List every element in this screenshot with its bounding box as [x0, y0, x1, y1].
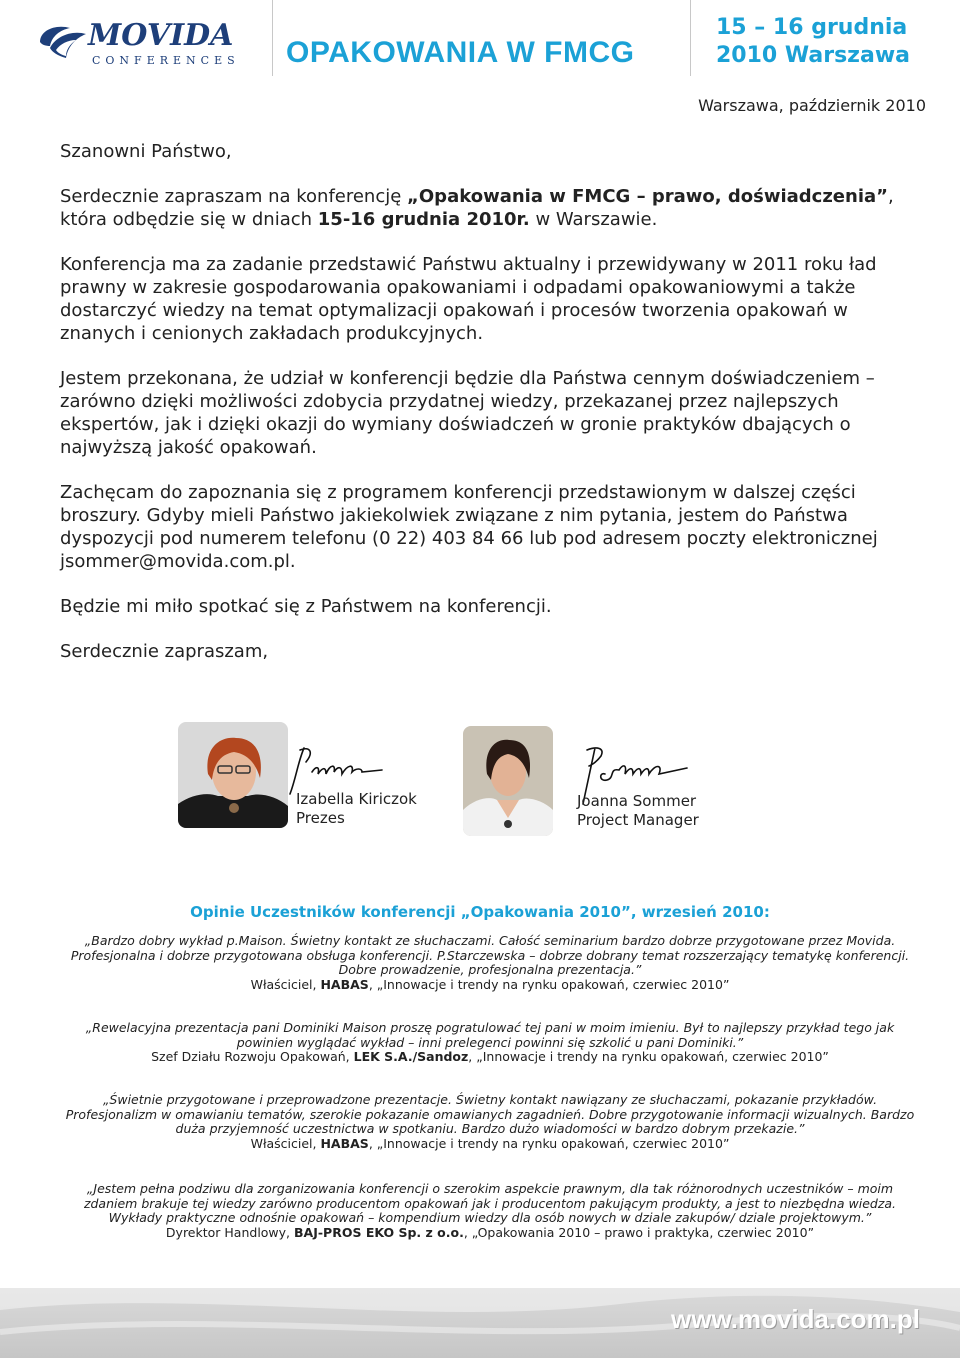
header: [0, 0, 960, 90]
text-span: , która odbędzie się w dniach: [60, 186, 894, 230]
conference-name: „Opakowania w FMCG – prawo, doświadczenia”: [407, 186, 888, 207]
conference-dates: 15-16 grudnia 2010r.: [317, 209, 530, 230]
signer-name: Izabella Kiriczok: [296, 790, 417, 808]
opinion-item: [60, 1021, 920, 1065]
signer-name: Joanna Sommer: [577, 792, 697, 810]
signature-block-manager: [463, 726, 763, 836]
letter-paragraph-contact: Zachęcam do zapoznania się z programem konferencji przedstawionym w dalszej części broszury. Gdyby mieli Państwo jakiekolwiek związane z nim pytania, jestem do Państwa dyspozycji pod numerem telefonu (0 22) 403 84 66 lub pod adresem poczty elektronicznej jsommer@movida.com.pl.: [60, 482, 878, 572]
letter-body: [60, 140, 920, 685]
text-span: Serdecznie zapraszam na konferencję: [60, 186, 408, 207]
signature-caption: [577, 792, 699, 830]
movida-logo: [36, 18, 240, 70]
photo-joanna-sommer: [463, 726, 553, 836]
author-role: Właściciel,: [250, 976, 321, 992]
conference-title: OPAKOWANIA W FMCG: [286, 36, 635, 69]
letter-paragraph-invitation: [60, 185, 920, 231]
letter-paragraph-closing: Będzie mi miło spotkać się z Państwem na konferencji.: [60, 596, 552, 617]
author-role: Właściciel,: [250, 1135, 321, 1151]
author-event: , „Innowacje i trendy na rynku opakowań, czerwiec 2010”: [368, 1135, 730, 1151]
header-divider: [272, 0, 273, 76]
author-event: , „Innowacje i trendy na rynku opakowań, czerwiec 2010”: [468, 1049, 829, 1064]
logo-word: MOVIDA: [88, 18, 234, 53]
opinions-heading: Opinie Uczestników konferencji „Opakowania 2010”, wrzesień 2010:: [190, 903, 770, 921]
letter-paragraph-regards: Serdecznie zapraszam,: [60, 641, 269, 662]
letter-paragraph-benefits: Jestem przekonana, że udział w konferencji będzie dla Państwa cennym doświadczeniem – zarówno dzięki możliwości zdobycia przydatnej wiedzy, przekazanej przez najlepszych ekspertów, jak i dzięki okazji do wymiany doświadczeń w gronie praktyków dbających o najwyższą jakość opakowań.: [60, 368, 875, 458]
opinion-author: [60, 1226, 920, 1241]
opinion-quote: „Jestem pełna podziwu dla zorganizowania konferencji o szerokim aspekcie prawnym, dla tak różnorodnych uczestników – moim zdaniem brakuje tej wiedzy zarówno producentom opakowań jak i producentom pakującym produkty, a jest to niezbędna wiedza. Wykłady praktyczne odnośnie opakowań – kompendium wiedzy dla osób nowych w dziale zakupów/ dziale projektowym.”: [83, 1181, 897, 1225]
opinion-item: [60, 1182, 920, 1240]
signer-role: Project Manager: [577, 811, 699, 829]
author-company: HABAS: [320, 976, 369, 992]
movida-logo-mark-icon: [36, 22, 88, 62]
author-company: LEK S.A./Sandoz: [353, 1049, 469, 1064]
opinion-author: [60, 1137, 920, 1152]
signature-block-president: [178, 722, 478, 832]
portrait-photo-icon: [463, 726, 553, 836]
letter-paragraph-goal: Konferencja ma za zadanie przedstawić Państwu aktualny i przewidywany w 2011 roku ład prawny w zakresie gospodarowania opakowaniami i odpadami opakowaniowymi a także dostarczyć wiedzy na temat optymalizacji opakowań i procesów tworzenia opakowań w znanych i cenionych zakładach produkcyjnych.: [60, 254, 877, 344]
conference-date: [716, 14, 910, 70]
signature-caption: [296, 790, 417, 828]
author-event: , „Opakowania 2010 – prawo i praktyka, czerwiec 2010”: [463, 1224, 815, 1240]
opinion-quote: „Świetnie przygotowane i przeprowadzone prezentacje. Świetny kontakt nawiązany ze słuchaczami, pokazanie przykładów. Profesjonalizm w omawianiu tematów, szerokie pokazanie omawianych zagadnień. Dobre przygotowanie informacji wizualnych. Bardzo duża przyjemność uczestnictwa w spotkaniu. Bardzo dużo wiadomości w bardzo dobrym przekazie.”: [65, 1092, 915, 1136]
text-span: w Warszawie.: [529, 209, 658, 230]
author-role: Szef Działu Rozwoju Opakowań,: [151, 1049, 354, 1064]
author-company: HABAS: [320, 1135, 369, 1151]
opinion-item: [60, 1093, 920, 1151]
author-role: Dyrektor Handlowy,: [165, 1224, 295, 1240]
author-event: , „Innowacje i trendy na rynku opakowań, czerwiec 2010”: [368, 976, 730, 992]
website-link[interactable]: www.movida.com.pl: [671, 1304, 920, 1334]
opinion-item: [60, 934, 920, 992]
photo-izabella-kiriczok: [178, 722, 288, 828]
letter-place-date: Warszawa, październik 2010: [698, 96, 926, 115]
opinion-quote: „Bardzo dobry wykład p.Maison. Świetny kontakt ze słuchaczami. Całość seminarium bardzo dobrze przygotowane przez Movida. Profesjonalna i dobrze przygotowana obsługa konferencji. P.Starczewska – dobrze dobrany temat rozszerzający tematykę konferencji. Dobre prowadzenie, profesjonalna prezentacja.”: [70, 933, 910, 977]
author-company: BAJ-PROS EKO Sp. z o.o.: [294, 1224, 464, 1240]
opinion-author: [60, 978, 920, 993]
date-line-1: 15 – 16 grudnia: [716, 15, 908, 40]
signer-role: Prezes: [296, 809, 345, 827]
header-divider: [690, 0, 691, 76]
letter-greeting: Szanowni Państwo,: [60, 141, 232, 162]
portrait-photo-icon: [178, 722, 288, 828]
logo-subtitle: CONFERENCES: [92, 54, 240, 67]
opinion-quote: „Rewelacyjna prezentacja pani Dominiki Maison proszę pogratulować tej pani w moim imieniu. Był to najlepszy przykład tego jak powinien wyglądać wykład – inni prelegenci powinni się szkolić u pani Dominiki.”: [85, 1020, 895, 1050]
date-line-2: 2010 Warszawa: [716, 43, 910, 68]
opinion-author: [60, 1050, 920, 1065]
footer-band: [0, 1288, 960, 1358]
